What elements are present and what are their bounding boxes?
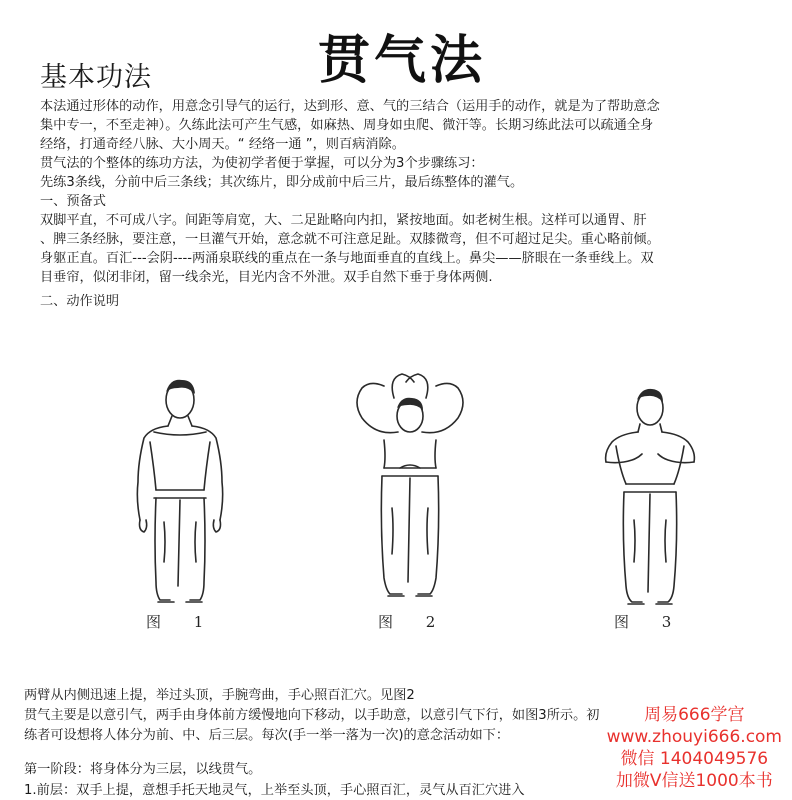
intro-line: 本法通过形体的动作，用意念引导气的运行，达到形、意、气的三结合（运用手的动作，就是为了帮助意念 bbox=[40, 99, 660, 114]
intro-line: 目垂帘，似闭非闭，留一线余光，目光内含不外泄。双手自然下垂于身体两侧. bbox=[40, 270, 493, 285]
section-heading: 基本功法 bbox=[40, 62, 152, 93]
body-line: 第一阶段：将身体分为三层，以线贯气。 bbox=[24, 762, 262, 777]
body-line: 练者可设想将人体分为前、中、后三层。每次(手一举一落为一次)的意念活动如下： bbox=[24, 728, 510, 743]
page-title: 贯气法 bbox=[318, 31, 487, 91]
intro-line: 双脚平直，不可成八字。间距等肩宽，大、二足趾略向内扣，紧按地面。如老树生根。这样可以通胃、肝 bbox=[40, 213, 647, 228]
subheading-movements: 二、动作说明 bbox=[40, 294, 120, 309]
intro-line: 集中专一，不至走神）。久练此法可产生气感，如麻热、周身如虫爬、微汗等。长期习练此法可以疏通全身 bbox=[40, 118, 654, 133]
intro-line: 经络，打通奇经八脉、大小周天。“ 经络一通 ”，则百病消除。 bbox=[40, 137, 405, 152]
watermark-line: 周易666学宫 bbox=[644, 705, 745, 725]
intro-line: 、脾三条经脉，要注意，一旦灌气开始，意念就不可注意足趾。双膝微弯，但不可超过足尖。重心略前倾。 bbox=[40, 232, 660, 247]
figure-3-caption: 图 3 bbox=[614, 613, 686, 631]
body-line: 1.前层：双手上提，意想手托天地灵气，上举至头顶，手心照百汇，灵气从百汇穴进入 bbox=[24, 783, 525, 798]
figure-1-caption: 图 1 bbox=[146, 613, 218, 631]
figure-2-illustration bbox=[340, 358, 480, 613]
body-line: 两臂从内侧迅速上提，举过头顶，手腕弯曲，手心照百汇穴。见图2 bbox=[24, 688, 415, 703]
watermark-promo: 加微V信送1000本书 bbox=[615, 771, 773, 791]
figure-2-caption: 图 2 bbox=[378, 613, 450, 631]
figure-1-illustration bbox=[110, 372, 250, 612]
watermark bbox=[607, 704, 782, 792]
watermark-url: www.zhouyi666.com bbox=[606, 727, 782, 747]
watermark-wechat: 微信 1404049576 bbox=[620, 749, 769, 769]
subheading-preparation: 一、预备式 bbox=[40, 194, 106, 209]
body-line: 贯气主要是以意引气，两手由身体前方缓慢地向下移动，以手助意，以意引气下行，如图3所示。初 bbox=[24, 708, 600, 723]
intro-line: 身躯正直。百汇---会阴----两涌泉联线的重点在一条与地面垂直的直线上。鼻尖——脐眼在一条垂线上。双 bbox=[40, 251, 654, 266]
intro-line: 贯气法的个整体的练功方法，为使初学者便于掌握，可以分为3个步骤练习： bbox=[40, 156, 484, 171]
intro-line: 先练3条线，分前中后三条线；其次练片，即分成前中后三片，最后练整体的灌气。 bbox=[40, 175, 524, 190]
figure-3-illustration bbox=[580, 380, 720, 615]
